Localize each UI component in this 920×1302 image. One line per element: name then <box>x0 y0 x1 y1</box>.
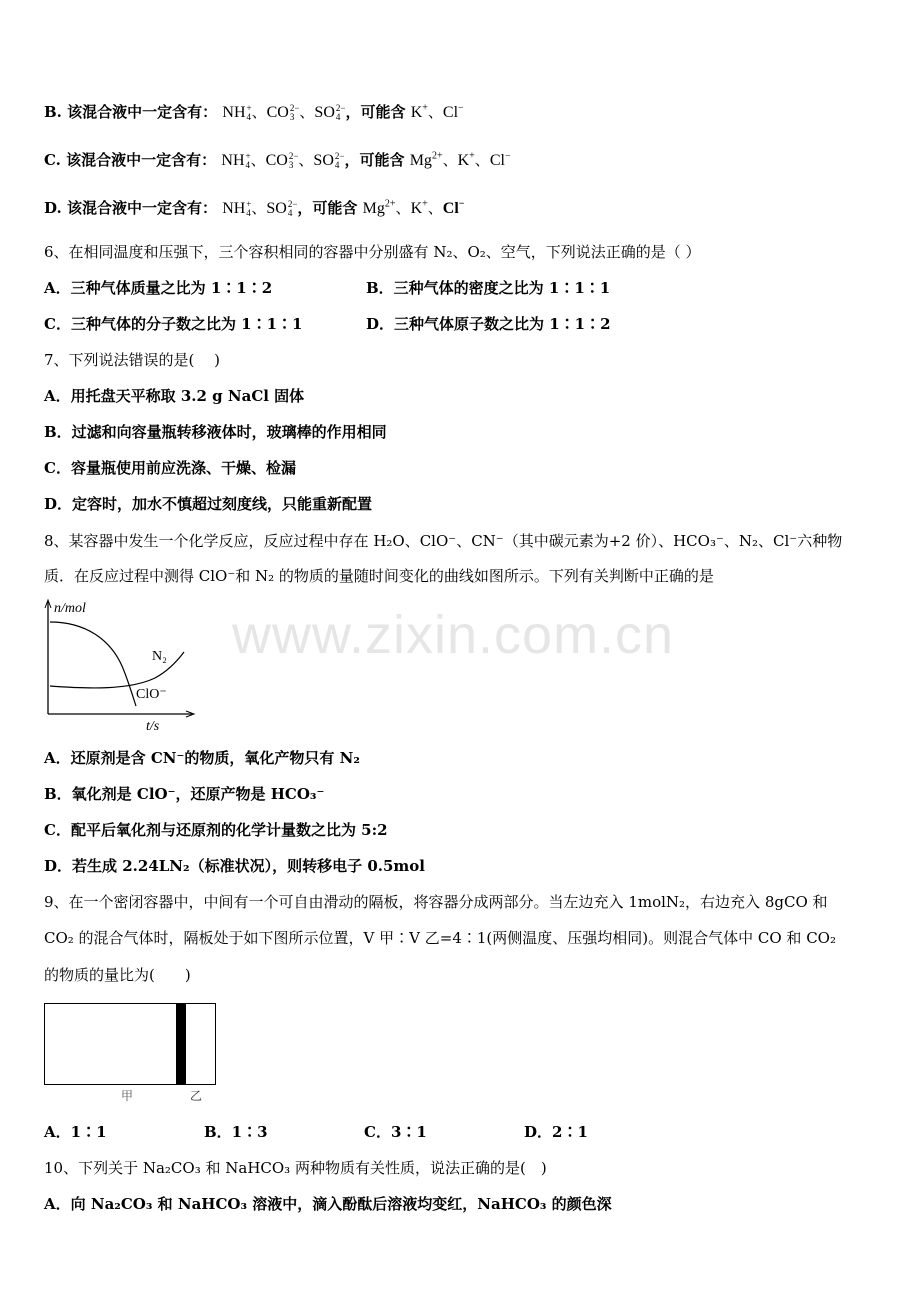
q8-option-d: D．若生成 2.24LN₂（标准状况），则转移电子 0.5mol <box>44 857 425 875</box>
watermark: www.zixin.com.cn <box>232 605 675 665</box>
y-axis-label: n/mol <box>54 601 86 616</box>
sliding-partition <box>176 1004 186 1084</box>
q8-option-c: C．配平后氧化剂与还原剂的化学计量数之比为 5:2 <box>44 821 388 839</box>
q9-container-diagram <box>44 1003 216 1085</box>
option-b-q5: B. 该混合液中一定含有： NH + 4 、CO 2− 3 、SO 2− 4 ，可能含 K+、Cl− <box>44 102 464 123</box>
q7-option-c: C．容量瓶使用前应洗涤、干燥、检漏 <box>44 459 296 477</box>
ion-cl: Cl− <box>442 198 465 217</box>
q8-stem-line1: 8、某容器中发生一个化学反应，反应过程中存在 H₂O、ClO⁻、CN⁻（其中碳元素为+2 价）、HCO₃⁻、N₂、Cl⁻六种物 <box>44 532 843 550</box>
q6-option-c: C．三种气体的分子数之比为 1∶1∶1 <box>44 315 303 333</box>
ion-co3: CO 2− 3 <box>265 151 299 171</box>
q9-right-label: 乙 <box>190 1089 203 1103</box>
q10-stem: 10、下列关于 Na₂CO₃ 和 NaHCO₃ 两种物质有关性质，说法正确的是( ) <box>44 1159 547 1177</box>
q7-stem: 7、下列说法错误的是( ) <box>44 351 221 369</box>
ion-cl: Cl− <box>489 150 511 169</box>
q9-option-d: D．2∶1 <box>524 1123 588 1141</box>
ion-mg: $Mg^{2+}$ <box>362 198 396 217</box>
q9-stem-line1: 9、在一个密闭容器中，中间有一个可自由滑动的隔板，将容器分成两部分。当左边充入 1molN₂，右边充入 8gCO 和 <box>44 893 828 911</box>
q7-option-b: B．过滤和向容量瓶转移液体时，玻璃棒的作用相同 <box>44 423 387 441</box>
n2-curve-label: N₂ <box>152 649 167 664</box>
q10-option-a: A．向 Na₂CO₃ 和 NaHCO₃ 溶液中，滴入酚酞后溶液均变红，NaHCO₃ 的颜色深 <box>44 1195 612 1213</box>
ion-co3: CO 2− 3 <box>266 103 300 123</box>
q7-option-a: A．用托盘天平称取 3.2 g NaCl 固体 <box>44 387 305 405</box>
q7-option-d: D．定容时，加水不慎超过刻度线，只能重新配置 <box>44 495 373 513</box>
q8-graph <box>40 594 200 734</box>
ion-cl: Cl− <box>442 102 464 121</box>
option-label: C. <box>44 151 61 169</box>
option-text: 该混合液中一定含有： <box>66 199 217 217</box>
q8-option-b: B．氧化剂是 ClO⁻，还原产物是 HCO₃⁻ <box>44 785 325 803</box>
ion-mg: $Mg^{2+}$ <box>409 150 443 169</box>
option-c-q5: C. 该混合液中一定含有： NH + 4 、CO 2− 3 、SO 2− 4 ，可能含 $Mg^{2+}$、K+、Cl− <box>44 150 511 171</box>
option-d-q5: D. 该混合液中一定含有： NH + 4 、SO 2− 4 ，可能含 $Mg^{2+}$、K+、Cl− <box>44 198 465 219</box>
clo-curve-label: ClO⁻ <box>136 687 167 702</box>
ion-nh4: NH + 4 <box>222 103 252 123</box>
ion-nh4: NH + 4 <box>221 151 251 171</box>
q9-stem-line3: 的物质的量比为( ) <box>44 966 191 984</box>
q9-left-label: 甲 <box>121 1089 134 1103</box>
ion-so4: SO 2− 4 <box>313 151 345 171</box>
ion-nh4: NH + 4 <box>222 199 252 219</box>
q6-option-b: B．三种气体的密度之比为 1∶1∶1 <box>366 279 611 297</box>
q6-option-d: D．三种气体原子数之比为 1∶1∶2 <box>366 315 611 333</box>
x-axis-label: t/s <box>146 719 160 734</box>
option-label: D. <box>44 199 62 217</box>
option-text: 该混合液中一定含有： <box>66 151 217 169</box>
ion-k: K+ <box>410 102 428 121</box>
q8-stem-line2: 质．在反应过程中测得 ClO⁻和 N₂ 的物质的量随时间变化的曲线如图所示。下列有关判断中正确的是 <box>44 567 714 585</box>
q9-option-a: A．1∶1 <box>44 1123 107 1141</box>
ion-k: K+ <box>410 198 428 217</box>
clo-curve <box>50 622 136 706</box>
q6-stem: 6、在相同温度和压强下，三个容积相同的容器中分别盛有 N₂、O₂、空气，下列说法正确的是（ ） <box>44 243 701 261</box>
q9-option-b: B．1∶3 <box>204 1123 268 1141</box>
option-text: 该混合液中一定含有： <box>67 103 218 121</box>
ion-so4: SO 2− 4 <box>314 103 346 123</box>
ion-so4: SO 2− 4 <box>266 199 298 219</box>
q9-stem-line2: CO₂ 的混合气体时，隔板处于如下图所示位置，V 甲∶V 乙=4∶1(两侧温度、压强均相同)。则混合气体中 CO 和 CO₂ <box>44 929 836 947</box>
ion-k: K+ <box>457 150 475 169</box>
option-label: B. <box>44 103 62 121</box>
q8-option-a: A．还原剂是含 CN⁻的物质，氧化产物只有 N₂ <box>44 749 360 767</box>
q6-option-a: A．三种气体质量之比为 1∶1∶2 <box>44 279 273 297</box>
q9-option-c: C．3∶1 <box>364 1123 427 1141</box>
